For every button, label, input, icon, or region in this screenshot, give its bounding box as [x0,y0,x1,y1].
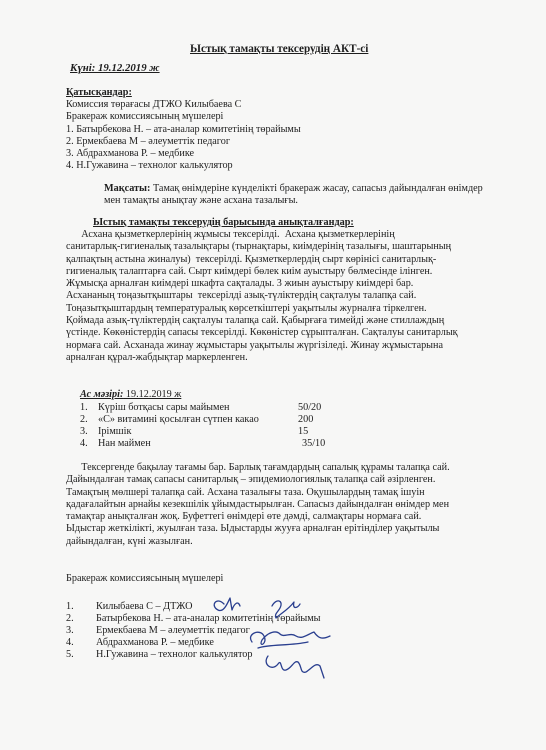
findings-line: Тоңазытқыштардың температуралық көрсеткіштері уақытылы журналға тіркелген. [66,302,427,314]
findings-heading: Ыстық тамақты тексерудің барысында анықталғандар: [93,217,354,228]
signature-name: Абдрахманова Р. – медбике [96,637,214,648]
findings-line: арналған құрал-жабдықтар маркерленген. [66,351,248,363]
signature-name: Н.Гужавина – технолог калькулятор [96,649,253,660]
menu-item-number: 1. [80,402,88,413]
signature-name: Килыбаева С – ДТЖО [96,601,193,612]
menu-item-name: Нан маймен [98,438,151,449]
signature-number: 4. [66,637,74,648]
conclusion-line: тамақтар анықталған жоқ. Буфеттегі өнімдері өте дәмді, салмақтары нормаға сай. [66,511,422,523]
menu-item [80,402,380,414]
conclusion-line: дайындалған, күні жазылған. [66,535,193,547]
signature-stroke [251,632,330,644]
menu-item-name: «С» витамині қосылған сүтпен какао [98,414,259,425]
findings-line: үстінде. Көкөністердің сапасы тексерілді. Көкөністер сұрыпталған. Сақталуы санитарлық [66,327,458,339]
signature-number: 3. [66,625,74,636]
participant-line: 4. Н.Гужавина – технолог калькулятор [66,160,233,172]
menu-item-name: Ірімшік [98,426,132,437]
menu-item-number: 4. [80,438,88,449]
participants-list [66,99,301,173]
conclusion-line: Ыдыстар жеткілікті, жуылған таза. Ыдыстарды жууға арналған ерітінділер уақытылы [66,523,440,535]
participant-line: 1. Батырбекова Н. – ата-аналар комитетінің төрайымы [66,123,301,135]
findings-line: қалпақтың астына жиналуы) тексерілді. Қызметкерлердің сырт көрінісі санитарлық- [66,253,437,265]
conclusion-paragraph [66,462,484,548]
menu-date: 19.12.2019 ж [123,389,182,400]
signature-number: 1. [66,601,74,612]
menu-heading-label: Ас мәзірі: [80,389,124,400]
conclusion-line: Тексергенде бақылау тағамы бар. Барлық тағамдардың сапалық құрамы талапқа сай. [66,462,450,473]
menu-item-number: 2. [80,414,88,425]
purpose-paragraph [104,183,484,208]
conclusion-line: Тамақтың мөлшері талапқа сай. Асхана тазалығы таза. Оқушылардың тамақ ішуін [66,486,425,498]
menu-heading [80,389,181,401]
findings-line: Қоймада азық-түліктердің сақталуы талапқа сай. Қабырғаға тимейді және стиллаждың [66,315,445,327]
participant-line: Комиссия төрағасы ДТЖО Килыбаева С [66,99,242,110]
menu-item [80,414,380,426]
purpose-text: Тамақ өнімдеріне күнделікті бракераж жасау, сапасыз дайындалған өнімдер мен тамақты анықтау және асхана тазалығы. [104,183,483,207]
menu-item-number: 3. [80,426,88,437]
signature-stroke [258,642,308,648]
signature-number: 2. [66,613,74,624]
menu-item-quantity: 50/20 [298,402,322,413]
participant-line: 3. Абдрахманова Р. – медбике [66,148,195,160]
signature-stroke [214,598,240,611]
findings-line: Асхананың тоңазытқыштары тексерілді азық-түліктердің сақталуы талапқа сай. [66,290,417,302]
participant-line: 2. Ермекбаева М – әлеуметтік педагог [66,135,231,147]
menu-item [80,426,380,438]
handwritten-signatures [180,592,350,684]
signatures-heading: Бракераж комиссиясының мүшелері [66,573,224,584]
document-date: Күні: 19.12.2019 ж [70,62,160,74]
menu-item-name: Күріш ботқасы сары майымен [98,402,230,413]
signature-stroke [266,656,324,678]
menu-item-quantity: 200 [298,414,314,425]
findings-line: гигиеналық талаптарға сай. Сырт киімдері бөлек киім ауыстыру бөлмесінде ілінген. [66,265,433,277]
signature-name: Ермекбаева М – әлеуметтік педагог [96,625,250,636]
document-title: Ыстық тамақты тексерудің АКТ-сі [190,43,369,55]
menu-item-quantity: 35/10 [302,438,326,449]
conclusion-line: Дайындалған тамақ сапасы санитарлық – эпидемиологиялық талапқа сай әзірленген. [66,474,436,486]
signature-stroke [272,601,300,618]
findings-line: Жұмысқа арналған киімдері шкафта сақталады. 3 жиын ауыстыру киімдері бар. [66,278,414,290]
participant-line: Бракераж комиссиясының мүшелері [66,111,224,123]
participants-heading: Қатысқандар: [66,87,132,98]
findings-line: нормаға сай. Асханада жинау жұмыстары уақытылы жүргізіледі. Жинау жұмыстарына [66,339,444,351]
purpose-label: Мақсаты: [104,183,151,194]
signature-name: Батырбекова Н. – ата-аналар комитетінің төрайымы [96,613,321,624]
signature-number: 5. [66,649,74,660]
findings-line: санитарлық-гигиеналық тазалықтары (тырнақтары, киімдерінің тазалығы, шаштарының [66,241,452,253]
findings-paragraph [66,229,484,364]
menu-item [80,438,380,450]
findings-line: Асхана қызметкерлерінің жұмысы тексерілді. Асхана қызметкерлерінің [66,229,395,240]
conclusion-line: қадағалайтын арнайы кезекшілік ұйымдастырылған. Сапасыз дайындалған өнімдер мен [66,498,450,510]
menu-item-quantity: 15 [298,426,309,437]
